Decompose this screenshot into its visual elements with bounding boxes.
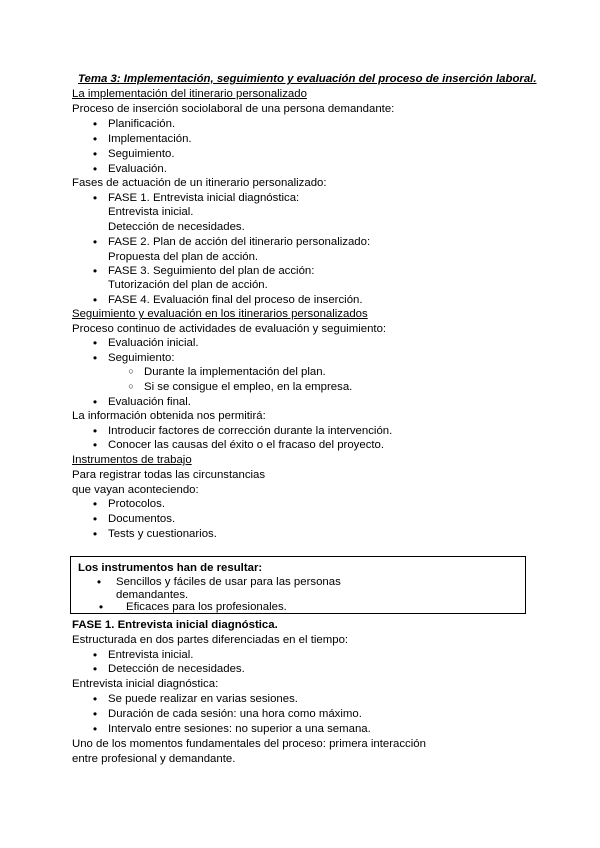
list-item: [108, 351, 175, 365]
list-item: [108, 117, 175, 131]
bullet-icon: [90, 162, 100, 177]
bullet-icon: [90, 132, 100, 147]
box-list-item-continuation: demandantes.: [116, 589, 189, 601]
closing-line2: entre profesional y demandante.: [72, 753, 236, 765]
bullet-icon: [90, 722, 100, 737]
sub-list-item: [144, 380, 352, 394]
list-item: [108, 707, 362, 721]
document-title: Tema 3: Implementación, seguimiento y evaluación del proceso de inserción laboral.: [78, 73, 537, 85]
phase-subtext: Entrevista inicial.: [108, 206, 194, 218]
bullet-icon: [90, 351, 100, 366]
box-heading: Los instrumentos han de resultar:: [78, 562, 263, 574]
list-item-text: FASE 4. Evaluación final del proceso de inserción.: [108, 294, 363, 306]
list-item-text: Planificación.: [108, 118, 176, 130]
bullet-icon: [90, 497, 100, 512]
list-item-text: Tests y cuestionarios.: [108, 528, 217, 540]
list-item: [108, 132, 192, 146]
section-heading-instruments: Instrumentos de trabajo: [72, 454, 192, 466]
box-list-item: [116, 575, 341, 589]
list-item-text: Evaluación.: [108, 163, 167, 175]
process-intro: Proceso de inserción sociolaboral de una persona demandante:: [72, 103, 395, 115]
list-item-text: Sencillos y fáciles de usar para las personas: [116, 576, 341, 588]
list-item-text: FASE 2. Plan de acción del itinerario personalizado:: [108, 236, 371, 248]
list-item-text: Eficaces para los profesionales.: [126, 601, 287, 613]
box-list-item: [126, 600, 287, 614]
list-item-text: Documentos.: [108, 513, 176, 525]
list-item-text: Implementación.: [108, 133, 192, 145]
list-item-text: Seguimiento:: [108, 352, 175, 364]
list-item: [108, 692, 298, 706]
section-heading-phase1: FASE 1. Entrevista inicial diagnóstica.: [72, 619, 278, 631]
bullet-icon: [90, 147, 100, 162]
bullet-icon: [96, 600, 106, 615]
bullet-icon: [94, 575, 104, 590]
list-item-text: Conocer las causas del éxito o el fracaso del proyecto.: [108, 439, 385, 451]
bullet-icon: [90, 293, 100, 308]
list-item: [108, 336, 199, 350]
phase-subtext: Detección de necesidades.: [108, 221, 245, 233]
list-item-text: Se puede realizar en varias sesiones.: [108, 693, 298, 705]
list-item: [108, 293, 363, 307]
list-item-text: Durante la implementación del plan.: [144, 366, 326, 378]
list-item: [108, 424, 392, 438]
bullet-icon: [90, 117, 100, 132]
list-item: [108, 191, 299, 205]
closing-line1: Uno de los momentos fundamentales del proceso: primera interacción: [72, 738, 426, 750]
list-item: [108, 162, 167, 176]
bullet-icon: [90, 707, 100, 722]
list-item-text: Evaluación final.: [108, 396, 191, 408]
follow-up-intro: Proceso continuo de actividades de evaluación y seguimiento:: [72, 323, 387, 335]
bullet-icon: [90, 512, 100, 527]
list-item: [108, 662, 245, 676]
list-item: [108, 438, 384, 452]
list-item: [108, 395, 191, 409]
bullet-icon: [90, 662, 100, 677]
phase1-intro: Estructurada en dos partes diferenciadas en el tiempo:: [72, 634, 349, 646]
bullet-icon: [90, 395, 100, 410]
list-item-text: FASE 1. Entrevista inicial diagnóstica:: [108, 192, 300, 204]
circle-bullet-icon: [126, 380, 136, 394]
list-item-text: FASE 3. Seguimiento del plan de acción:: [108, 265, 315, 277]
list-item: [108, 648, 193, 662]
list-item-text: Evaluación inicial.: [108, 337, 199, 349]
instruments-intro-line1: Para registrar todas las circunstancias: [72, 469, 266, 481]
list-item-text: Seguimiento.: [108, 148, 175, 160]
list-item-text: Intervalo entre sesiones: no superior a una semana.: [108, 723, 371, 735]
phases-intro: Fases de actuación de un itinerario personalizado:: [72, 177, 327, 189]
list-item-text: Duración de cada sesión: una hora como máximo.: [108, 708, 362, 720]
list-item: [108, 497, 165, 511]
phase-subtext: Tutorización del plan de acción.: [108, 279, 268, 291]
bullet-icon: [90, 648, 100, 663]
bullet-icon: [90, 235, 100, 250]
list-item-text: Detección de necesidades.: [108, 663, 245, 675]
list-item: [108, 527, 217, 541]
list-item: [108, 264, 314, 278]
list-item-text: Introducir factores de corrección durante la intervención.: [108, 425, 393, 437]
list-item: [108, 722, 371, 736]
bullet-icon: [90, 692, 100, 707]
list-item-text: Si se consigue el empleo, en la empresa.: [144, 381, 353, 393]
bullet-icon: [90, 527, 100, 542]
bullet-icon: [90, 191, 100, 206]
bullet-icon: [90, 438, 100, 453]
bullet-icon: [90, 336, 100, 351]
list-item: [108, 235, 370, 249]
sub-list-item: [144, 365, 326, 379]
list-item-text: Entrevista inicial.: [108, 649, 194, 661]
bullet-icon: [90, 264, 100, 279]
section-heading-follow-up: Seguimiento y evaluación en los itinerarios personalizados: [72, 308, 368, 320]
section-heading-implementation: La implementación del itinerario personalizado: [72, 88, 307, 100]
info-intro: La información obtenida nos permitirá:: [72, 410, 266, 422]
phase-subtext: Propuesta del plan de acción.: [108, 251, 259, 263]
list-item: [108, 512, 175, 526]
list-item: [108, 147, 175, 161]
interview-intro: Entrevista inicial diagnóstica:: [72, 678, 219, 690]
bullet-icon: [90, 424, 100, 439]
list-item-text: Protocolos.: [108, 498, 165, 510]
instruments-intro-line2: que vayan aconteciendo:: [72, 484, 199, 496]
circle-bullet-icon: [126, 365, 136, 379]
